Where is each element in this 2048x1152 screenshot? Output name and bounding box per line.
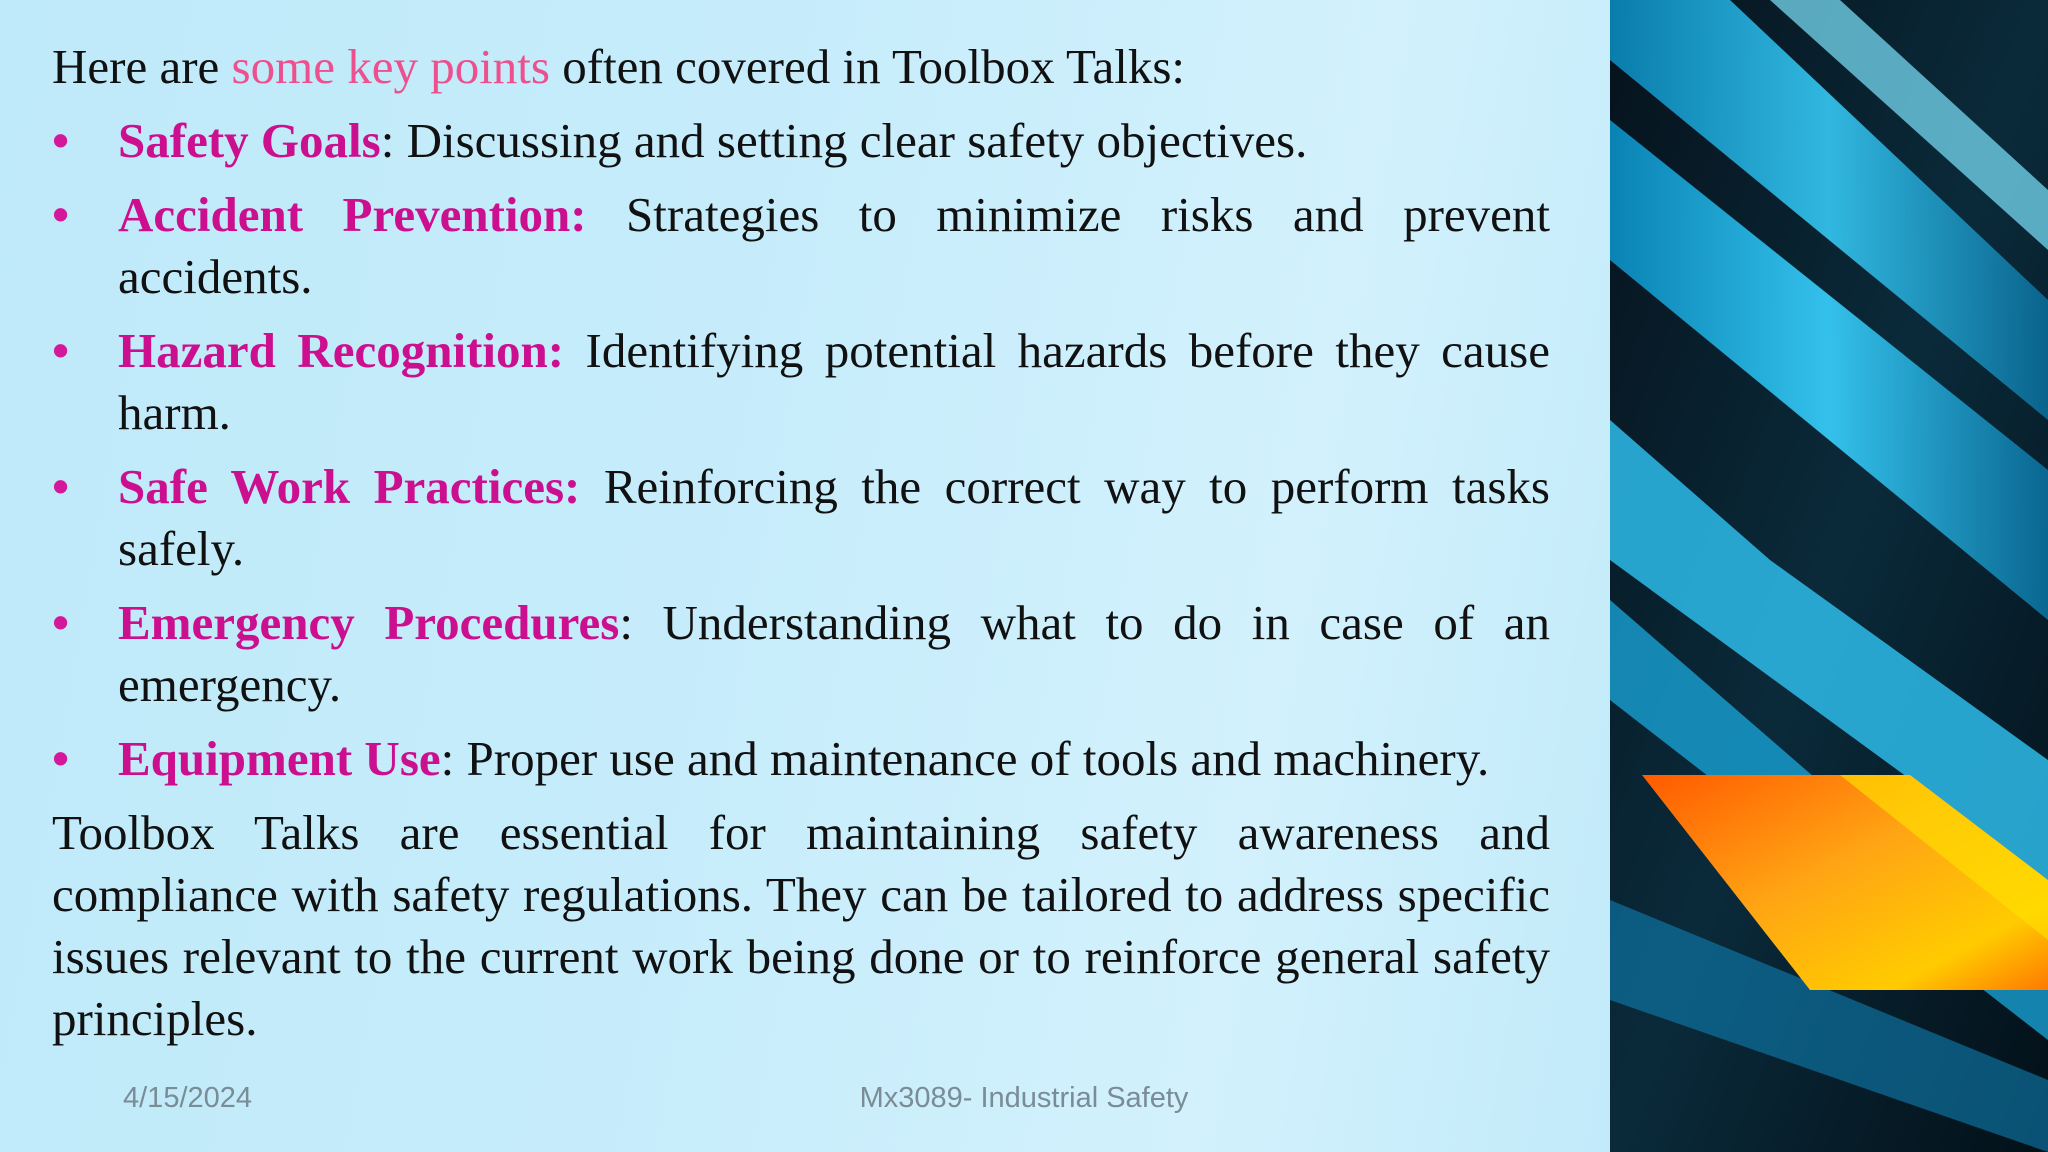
slide-body [52,36,1550,1050]
summary-paragraph: Toolbox Talks are essential for maintaining safety awareness and compliance with safety regulations. They can be tailored to address specific issues relevant to the current work being done or to reinforce general safety principles. [52,805,1550,1046]
key-points-list [52,110,1550,790]
bullet-icon: • [52,188,70,242]
intro-accent: some key points [231,39,550,94]
bullet-icon: • [52,460,70,514]
point-text: Reinforcing the correct way to perform tasks safely. [118,459,1550,576]
point-term: Safety Goals [118,113,381,168]
list-item [52,184,1550,308]
point-text: Understanding what to do in case of an emergency. [118,595,1550,712]
intro-after: often covered in Toolbox Talks: [550,39,1186,94]
list-item [52,320,1550,444]
list-item [52,110,1550,172]
list-item [52,592,1550,716]
point-term: Emergency Procedures [118,595,620,650]
point-term: Accident Prevention: [118,187,587,242]
point-term: Hazard Recognition: [118,323,565,378]
point-colon: : [440,731,455,786]
footer-course-title: Mx3089- Industrial Safety [859,1082,1189,1114]
point-colon: : [619,595,633,650]
point-text: Discussing and setting clear safety objectives. [394,113,1308,168]
point-text: Strategies to minimize risks and prevent accidents. [118,187,1551,304]
point-term: Safe Work Practices: [118,459,581,514]
point-text: Identifying potential hazards before they cause harm. [118,323,1550,440]
decorative-abstract-panel [1610,0,2048,1152]
bullet-icon: • [52,324,70,378]
point-text: Proper use and maintenance of tools and machinery. [454,731,1490,786]
bullet-icon: • [52,732,70,786]
intro-line [52,36,1550,98]
point-term: Equipment Use [118,731,441,786]
bullet-icon: • [52,114,70,168]
intro-before: Here are [52,39,232,94]
list-item [52,728,1550,790]
list-item [52,456,1550,580]
point-colon: : [380,113,395,168]
bullet-icon: • [52,596,70,650]
footer-date: 4/15/2024 [123,1082,253,1114]
